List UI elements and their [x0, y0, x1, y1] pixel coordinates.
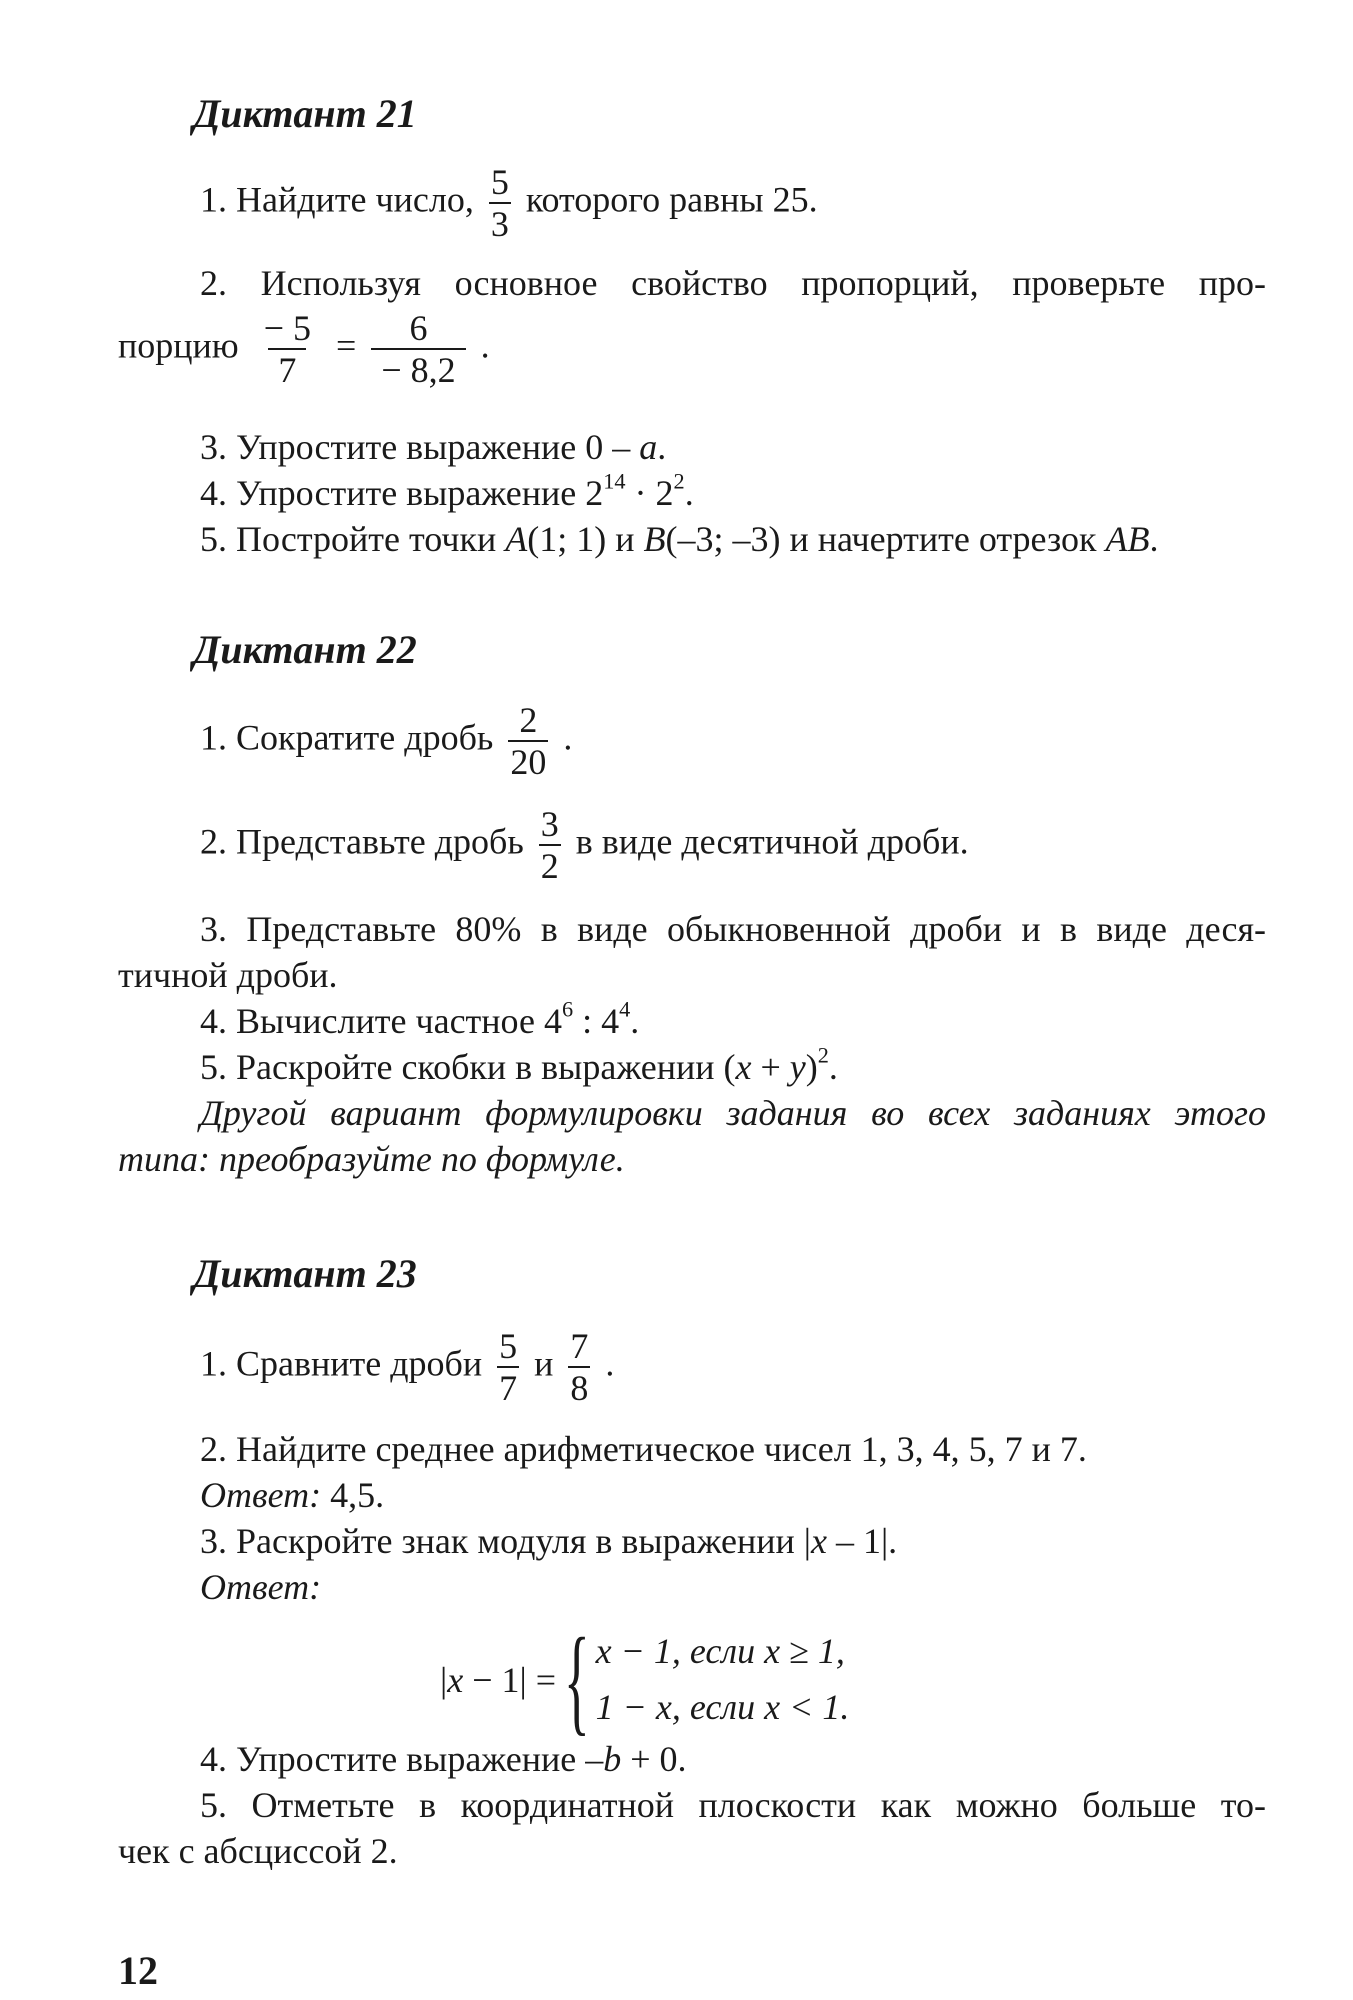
d21-task-1-text-end: которого равны 25.: [525, 179, 818, 220]
d22-task-2-fraction: $\frac{3}{2}$: [540, 804, 559, 887]
d21-task-5: 5. Постройте точки A(1; 1) и B(–3; –3) и начертите отрезок AB.: [200, 519, 1159, 559]
d21-task-1-fraction: $\frac{5}{3}$: [490, 162, 509, 245]
d21-fraction-right: $\frac{6}{- 8,2}$: [371, 308, 465, 391]
d22-task-3-line-2: тичной дроби.: [118, 955, 338, 995]
d23-fraction-1: $\frac{5}{7}$: [499, 1326, 518, 1409]
d23-task-4: 4. Упростите выражение –b + 0.: [200, 1739, 687, 1779]
d23-task-2-answer: Ответ: 4,5.: [200, 1475, 385, 1515]
d21-task-2-line-1: 2. Используя основное свойство пропорций, проверьте про-: [200, 263, 1266, 303]
formula-cases: [596, 1624, 850, 1736]
d23-task-3-answer-label: Ответ:: [200, 1567, 322, 1607]
dictation-21-title: Диктант 21: [193, 91, 417, 136]
d21-task-2-proportion: порцию $\frac{- 5}{7}$ = $\frac{6}{- 8,2}$ .: [118, 308, 490, 391]
d21-task-1: [200, 162, 818, 245]
d22-task-3-line-1: 3. Представьте 80% в виде обыкновенной дроби и в виде деся-: [200, 909, 1266, 949]
d23-task-2: 2. Найдите среднее арифметическое чисел 1, 3, 4, 5, 7 и 7.: [200, 1429, 1087, 1469]
brace-icon: {: [563, 1613, 590, 1746]
d21-task-3: 3. Упростите выражение 0 – a.: [200, 427, 667, 467]
d23-task-5-line-1: 5. Отметьте в координатной плоскости как можно больше то-: [200, 1785, 1266, 1825]
d22-task-1: 1. Сократите дробь $\frac{2}{20}$ .: [200, 700, 573, 783]
d22-task-2: 2. Представьте дробь $\frac{3}{2}$ в виде десятичной дроби.: [200, 804, 969, 887]
d22-task-5: 5. Раскройте скобки в выражении $(x + y)^2$.: [200, 1042, 838, 1087]
d22-task-4: 4. Вычислите частное $4^6$ : $4^4$.: [200, 996, 640, 1041]
formula-case-1: x − 1, если x ≥ 1,: [595, 1631, 845, 1672]
d22-note-line-1: Другой вариант формулировки задания во всех заданиях этого: [200, 1093, 1266, 1133]
d23-task-1: 1. Сравните дроби $\frac{5}{7}$ и $\frac{7}{8}$ .: [200, 1326, 615, 1409]
d22-task-1-fraction: $\frac{2}{20}$: [510, 700, 547, 783]
d21-task-4: 4. Упростите выражение $2^{14} \cdot 2^2$.: [200, 468, 694, 513]
d23-fraction-2: $\frac{7}{8}$: [570, 1326, 589, 1409]
d22-note-line-2: типа: преобразуйте по формуле.: [118, 1139, 625, 1179]
formula-case-2: 1 − x, если x < 1.: [595, 1687, 850, 1727]
dictation-23-title: Диктант 23: [193, 1251, 417, 1296]
d23-task-3: 3. Раскройте знак модуля в выражении |x – 1|.: [200, 1521, 898, 1561]
d21-fraction-left: $\frac{- 5}{7}$: [263, 308, 312, 391]
d23-piecewise-formula: |x − 1| = { x − 1, если x ≥ 1, 1 − x, если x < 1.: [440, 1613, 850, 1746]
dictation-22-title: Диктант 22: [193, 627, 417, 672]
d21-task-1-text: 1. Найдите число,: [200, 179, 474, 220]
d23-task-5-line-2: чек с абсциссой 2.: [118, 1831, 398, 1871]
page-number: 12: [118, 1948, 158, 1993]
